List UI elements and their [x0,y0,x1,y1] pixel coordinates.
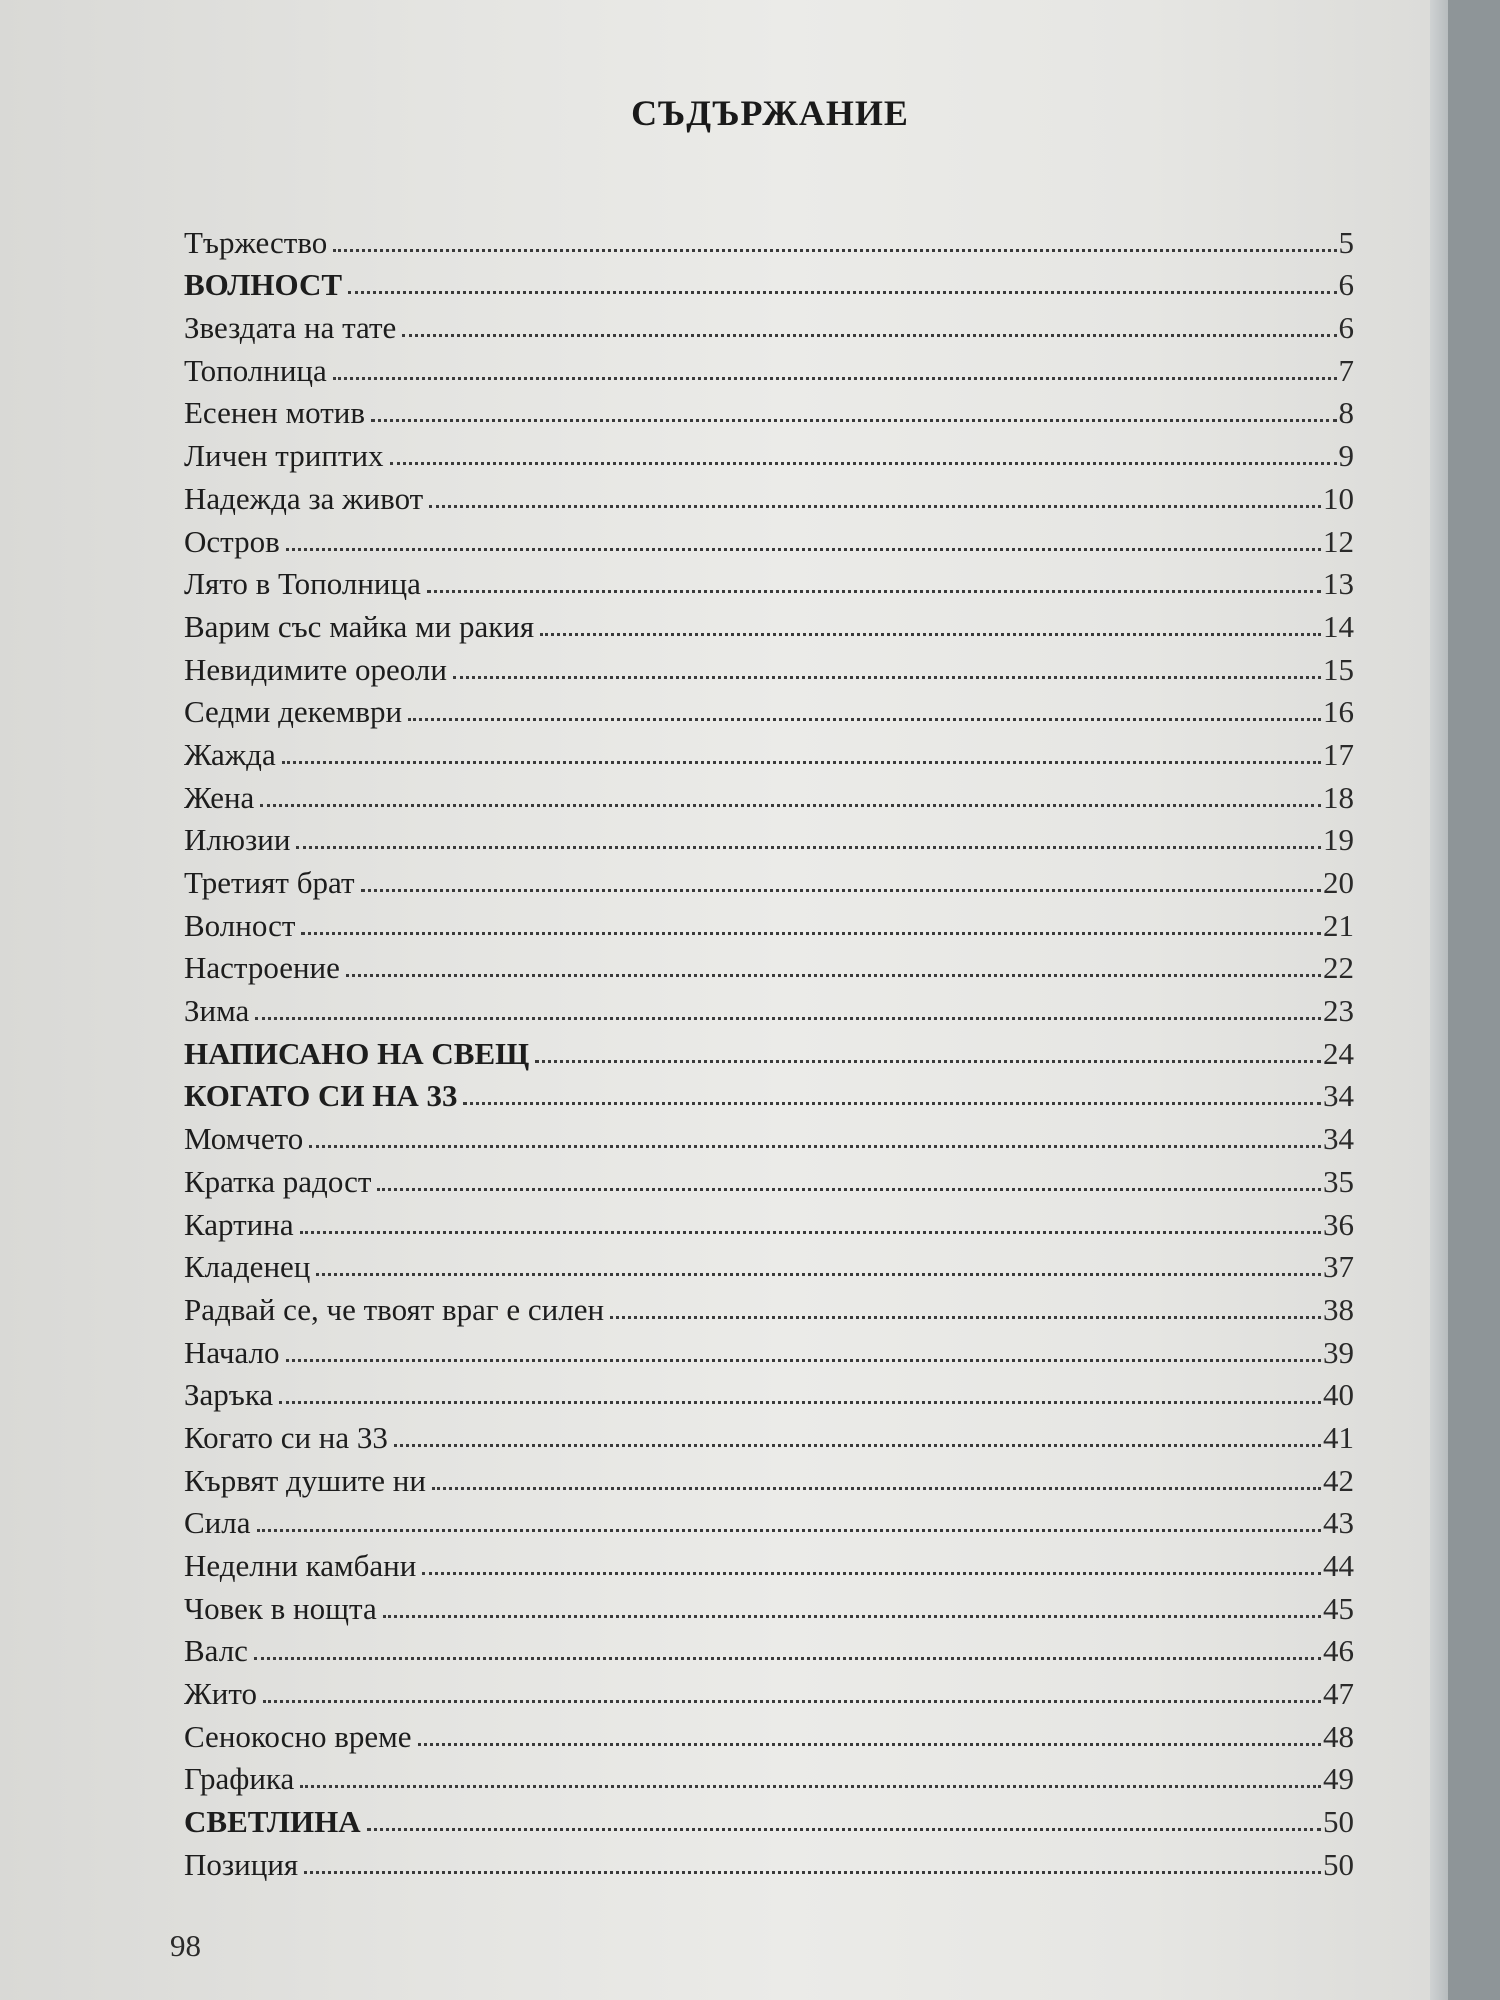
toc-entry-title: Човек в нощта [184,1590,377,1626]
toc-entry-title: Лято в Тополница [184,566,421,602]
toc-entry-page: 18 [1323,779,1354,815]
toc-entry-page: 19 [1323,822,1354,858]
toc-entry [184,898,1354,941]
toc-entry-title: Когато си на 33 [184,1419,388,1455]
toc-entry [184,1410,1354,1453]
toc-entry [184,1368,1354,1411]
toc-entry-page: 14 [1323,608,1354,644]
toc-entry-title: Жена [184,779,255,815]
toc-entry-page: 5 [1338,224,1354,260]
toc-entry [184,983,1354,1029]
toc-entry-title: Остров [184,523,280,559]
dot-leader [282,760,1321,764]
toc-entry [184,1581,1354,1624]
toc-entry-title: Настроение [184,950,340,986]
toc-entry-page: 21 [1323,907,1354,943]
toc-entry [184,1624,1354,1667]
toc-entry-page: 17 [1323,736,1354,772]
dot-leader [432,1486,1321,1490]
toc-entry-title: Кървят душите ни [184,1462,426,1498]
toc-entry-page: 38 [1323,1291,1354,1327]
dot-leader [361,888,1322,892]
toc-entry-title: Звездата на тате [184,310,397,346]
toc-entry-page: 36 [1323,1206,1354,1242]
toc-entry-page: 10 [1323,480,1354,516]
toc-entry-title: Сенокосно време [184,1718,412,1754]
dot-leader [263,1699,1321,1703]
toc-entry [184,1069,1354,1112]
toc-entry-title: Валс [184,1633,248,1669]
toc-entry-title: Заръка [184,1377,274,1413]
toc-entry [184,642,1354,685]
toc-entry-title: КОГАТО СИ НА 33 [184,1078,458,1114]
dot-leader [257,1528,1322,1532]
dot-leader [286,547,1321,551]
toc-entry-page: 24 [1323,1035,1354,1071]
dot-leader [453,675,1321,679]
toc-entry [184,813,1354,856]
toc-entry-page: 48 [1323,1718,1354,1754]
toc-entry [184,599,1354,642]
toc-entry-title: Тържество [184,224,328,260]
dot-leader [348,290,1336,294]
toc-entry-title: СВЕТЛИНА [184,1804,361,1840]
toc-entry-title: Момчето [184,1121,304,1157]
toc-entry-page: 46 [1323,1633,1354,1669]
dot-leader [610,1315,1321,1319]
toc-entry [184,258,1354,301]
toc-entry [184,1026,1354,1069]
dot-leader [408,717,1321,721]
toc-entry [184,941,1354,984]
toc-entry-title: Жито [184,1676,258,1712]
page-edge [1430,0,1448,2000]
toc-entry-page: 39 [1323,1334,1354,1370]
dot-leader [260,803,1321,807]
toc-entry [184,557,1354,600]
toc-entry-page: 7 [1338,352,1354,388]
dot-leader [309,1144,1321,1148]
toc-entry-title: Картина [184,1206,294,1242]
toc-entry [184,215,1354,258]
dot-leader [296,845,1321,849]
toc-entry [184,343,1354,386]
toc-entry-page: 35 [1323,1163,1354,1199]
toc-entry [184,1837,1354,1880]
toc-entry [184,1496,1354,1539]
toc-entry-title: Радвай се, че твоят враг е силен [184,1291,605,1327]
dot-leader [422,1571,1321,1575]
dot-leader [286,1358,1322,1362]
toc-entry-page: 15 [1323,651,1354,687]
toc-entry [184,1282,1354,1325]
dot-leader [304,1870,1321,1874]
toc-entry [184,1154,1354,1197]
toc-entry [184,386,1354,429]
toc-entry-page: 50 [1323,1846,1354,1882]
toc-entry [184,1197,1354,1240]
toc-entry-title: НАПИСАНО НА СВЕЩ [184,1035,530,1071]
toc-entry [184,1666,1354,1712]
toc-entry-page: 47 [1323,1676,1354,1712]
toc-entry [184,1794,1354,1840]
dot-leader [316,1272,1321,1276]
dot-leader [427,589,1321,593]
toc-entry-page: 13 [1323,566,1354,602]
toc-entry [184,471,1354,514]
toc-entry-page: 16 [1323,694,1354,730]
toc-entry-title: Позиция [184,1846,299,1882]
toc-entry-page: 20 [1323,865,1354,900]
toc-entry-title: Неделни камбани [184,1548,417,1583]
toc-entry-title: Жажда [184,736,276,772]
dot-leader [535,1059,1321,1063]
toc-entry [184,1111,1354,1157]
dot-leader [333,376,1337,380]
toc-entry [184,1240,1354,1283]
toc-entry [184,1325,1354,1368]
dot-leader [418,1742,1321,1746]
dot-leader [279,1400,1321,1404]
toc-entry-page: 6 [1338,267,1354,303]
toc-entry [184,300,1354,346]
toc-entry-page: 43 [1323,1505,1354,1541]
toc-entry-page: 34 [1323,1078,1354,1114]
dot-leader [540,632,1321,636]
toc-entry [184,685,1354,728]
toc-entry [184,428,1354,474]
toc-entry-title: Тополница [184,352,327,388]
toc-entry-title: Графика [184,1761,295,1797]
toc-entry-title: Илюзии [184,822,291,858]
toc-entry-page: 42 [1323,1462,1354,1498]
toc-entry [184,855,1354,898]
dot-leader [377,1187,1321,1191]
toc-entry-title: Начало [184,1334,280,1370]
toc-entry-title: Третият брат [184,865,355,900]
toc-entry [184,1752,1354,1795]
dot-leader [254,1656,1321,1660]
page-title: СЪДЪРЖАНИЕ [631,93,909,133]
toc-entry-page: 23 [1323,993,1354,1029]
toc-entry [184,727,1354,770]
toc-entry-title: Седми декември [184,694,403,730]
toc-entry-page: 45 [1323,1590,1354,1626]
toc-entry-title: Кладенец [184,1249,311,1285]
dot-leader [383,1614,1321,1618]
dot-leader [394,1443,1321,1447]
table-of-contents [184,215,1354,1880]
toc-entry [184,1538,1354,1581]
toc-entry-page: 49 [1323,1761,1354,1797]
toc-entry-page: 22 [1323,950,1354,986]
dot-leader [463,1101,1321,1105]
toc-entry-title: ВОЛНОСТ [184,267,343,303]
toc-entry-title: Волност [184,907,296,943]
dot-leader [429,504,1321,508]
toc-entry-page: 12 [1323,523,1354,559]
toc-entry-page: 44 [1323,1548,1354,1583]
toc-entry-title: Надежда за живот [184,480,424,516]
toc-entry-page: 50 [1323,1804,1354,1840]
dot-leader [300,1784,1321,1788]
toc-entry-page: 9 [1338,438,1354,474]
dot-leader [300,1230,1321,1234]
toc-entry-title: Зима [184,993,250,1029]
toc-entry-title: Варим със майка ми ракия [184,608,535,644]
toc-entry-title: Невидимите ореоли [184,651,447,687]
toc-entry-page: 40 [1323,1377,1354,1413]
toc-entry [184,770,1354,813]
toc-entry-page: 6 [1338,310,1354,346]
toc-entry [184,1709,1354,1752]
toc-entry-page: 34 [1323,1121,1354,1157]
dot-leader [371,418,1336,422]
dot-leader [346,973,1321,977]
toc-entry-title: Личен триптих [184,438,384,474]
toc-entry [184,1453,1354,1496]
toc-entry-page: 37 [1323,1249,1354,1285]
page-number: 98 [170,1928,201,1963]
dot-leader [402,333,1336,337]
toc-entry [184,514,1354,557]
dot-leader [301,931,1321,935]
dot-leader [255,1016,1321,1020]
toc-entry-title: Кратка радост [184,1163,372,1199]
dot-leader [390,461,1337,465]
toc-entry-page: 41 [1323,1419,1354,1455]
dot-leader [333,248,1336,252]
toc-entry-title: Сила [184,1505,251,1541]
dot-leader [367,1827,1321,1831]
toc-entry-page: 8 [1338,395,1354,431]
toc-entry-title: Есенен мотив [184,395,366,431]
